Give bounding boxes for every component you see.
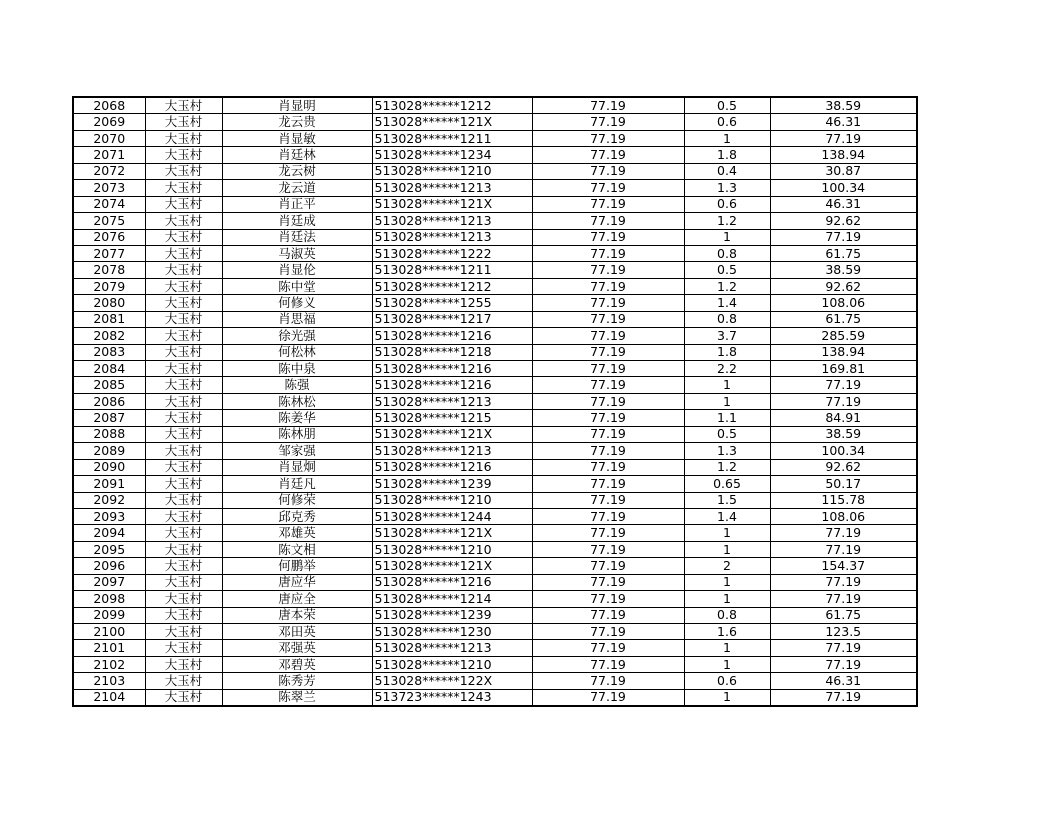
quantity-cell: 1 — [684, 130, 770, 146]
row-number-cell: 2070 — [73, 130, 145, 146]
village-cell: 大玉村 — [145, 525, 222, 541]
village-cell: 大玉村 — [145, 245, 222, 261]
amount-cell: 84.91 — [770, 410, 917, 426]
village-cell: 大玉村 — [145, 689, 222, 706]
village-cell: 大玉村 — [145, 492, 222, 508]
row-number-cell: 2086 — [73, 393, 145, 409]
unit-price-cell: 77.19 — [532, 245, 684, 261]
village-cell: 大玉村 — [145, 476, 222, 492]
id-number-cell: 513028******1210 — [372, 656, 532, 672]
id-number-cell: 513028******1230 — [372, 624, 532, 640]
table-row — [73, 525, 917, 541]
table-body — [73, 97, 917, 706]
name-cell: 陈林松 — [222, 393, 372, 409]
name-cell: 龙云道 — [222, 180, 372, 196]
unit-price-cell: 77.19 — [532, 114, 684, 130]
id-number-cell: 513028******1216 — [372, 328, 532, 344]
amount-cell: 77.19 — [770, 689, 917, 706]
id-number-cell: 513028******1213 — [372, 443, 532, 459]
row-number-cell: 2098 — [73, 591, 145, 607]
table-row — [73, 607, 917, 623]
name-cell: 肖正平 — [222, 196, 372, 212]
unit-price-cell: 77.19 — [532, 689, 684, 706]
name-cell: 邓强英 — [222, 640, 372, 656]
row-number-cell: 2087 — [73, 410, 145, 426]
name-cell: 马淑英 — [222, 245, 372, 261]
village-cell: 大玉村 — [145, 361, 222, 377]
amount-cell: 61.75 — [770, 607, 917, 623]
amount-cell: 92.62 — [770, 213, 917, 229]
village-cell: 大玉村 — [145, 97, 222, 114]
unit-price-cell: 77.19 — [532, 377, 684, 393]
table-row — [73, 624, 917, 640]
table-row — [73, 377, 917, 393]
amount-cell: 38.59 — [770, 426, 917, 442]
name-cell: 唐应华 — [222, 574, 372, 590]
row-number-cell: 2089 — [73, 443, 145, 459]
table-row — [73, 591, 917, 607]
table-row — [73, 180, 917, 196]
row-number-cell: 2104 — [73, 689, 145, 706]
quantity-cell: 1 — [684, 689, 770, 706]
unit-price-cell: 77.19 — [532, 163, 684, 179]
village-cell: 大玉村 — [145, 541, 222, 557]
table-row — [73, 147, 917, 163]
amount-cell: 154.37 — [770, 558, 917, 574]
table-row — [73, 393, 917, 409]
quantity-cell: 1.8 — [684, 344, 770, 360]
id-number-cell: 513028******1216 — [372, 459, 532, 475]
row-number-cell: 2099 — [73, 607, 145, 623]
row-number-cell: 2091 — [73, 476, 145, 492]
unit-price-cell: 77.19 — [532, 229, 684, 245]
id-number-cell: 513028******121X — [372, 114, 532, 130]
quantity-cell: 0.65 — [684, 476, 770, 492]
unit-price-cell: 77.19 — [532, 656, 684, 672]
id-number-cell: 513028******1211 — [372, 130, 532, 146]
village-cell: 大玉村 — [145, 508, 222, 524]
quantity-cell: 1 — [684, 574, 770, 590]
table-row — [73, 245, 917, 261]
table-row — [73, 476, 917, 492]
quantity-cell: 1.2 — [684, 213, 770, 229]
table-row — [73, 558, 917, 574]
village-cell: 大玉村 — [145, 459, 222, 475]
quantity-cell: 1 — [684, 525, 770, 541]
village-cell: 大玉村 — [145, 278, 222, 294]
row-number-cell: 2096 — [73, 558, 145, 574]
quantity-cell: 2 — [684, 558, 770, 574]
id-number-cell: 513723******1243 — [372, 689, 532, 706]
village-cell: 大玉村 — [145, 443, 222, 459]
row-number-cell: 2097 — [73, 574, 145, 590]
village-cell: 大玉村 — [145, 574, 222, 590]
table-row — [73, 97, 917, 114]
name-cell: 肖廷林 — [222, 147, 372, 163]
amount-cell: 169.81 — [770, 361, 917, 377]
village-cell: 大玉村 — [145, 377, 222, 393]
amount-cell: 108.06 — [770, 295, 917, 311]
quantity-cell: 0.5 — [684, 97, 770, 114]
unit-price-cell: 77.19 — [532, 607, 684, 623]
unit-price-cell: 77.19 — [532, 262, 684, 278]
village-cell: 大玉村 — [145, 114, 222, 130]
id-number-cell: 513028******1215 — [372, 410, 532, 426]
row-number-cell: 2071 — [73, 147, 145, 163]
row-number-cell: 2103 — [73, 673, 145, 689]
quantity-cell: 1 — [684, 541, 770, 557]
row-number-cell: 2083 — [73, 344, 145, 360]
row-number-cell: 2085 — [73, 377, 145, 393]
id-number-cell: 513028******1218 — [372, 344, 532, 360]
unit-price-cell: 77.19 — [532, 508, 684, 524]
quantity-cell: 1 — [684, 393, 770, 409]
amount-cell: 38.59 — [770, 262, 917, 278]
amount-cell: 77.19 — [770, 640, 917, 656]
row-number-cell: 2093 — [73, 508, 145, 524]
row-number-cell: 2080 — [73, 295, 145, 311]
table-row — [73, 541, 917, 557]
quantity-cell: 0.5 — [684, 426, 770, 442]
quantity-cell: 1.2 — [684, 459, 770, 475]
table-row — [73, 196, 917, 212]
amount-cell: 77.19 — [770, 656, 917, 672]
quantity-cell: 1.6 — [684, 624, 770, 640]
village-cell: 大玉村 — [145, 213, 222, 229]
amount-cell: 61.75 — [770, 245, 917, 261]
row-number-cell: 2081 — [73, 311, 145, 327]
id-number-cell: 513028******1255 — [372, 295, 532, 311]
table-row — [73, 640, 917, 656]
name-cell: 肖廷法 — [222, 229, 372, 245]
row-number-cell: 2072 — [73, 163, 145, 179]
name-cell: 肖廷凡 — [222, 476, 372, 492]
unit-price-cell: 77.19 — [532, 328, 684, 344]
data-table — [72, 96, 918, 707]
id-number-cell: 513028******1213 — [372, 213, 532, 229]
quantity-cell: 0.5 — [684, 262, 770, 278]
amount-cell: 138.94 — [770, 147, 917, 163]
unit-price-cell: 77.19 — [532, 541, 684, 557]
quantity-cell: 0.4 — [684, 163, 770, 179]
name-cell: 陈翠兰 — [222, 689, 372, 706]
row-number-cell: 2102 — [73, 656, 145, 672]
name-cell: 肖思福 — [222, 311, 372, 327]
table-row — [73, 673, 917, 689]
unit-price-cell: 77.19 — [532, 640, 684, 656]
amount-cell: 77.19 — [770, 229, 917, 245]
id-number-cell: 513028******1211 — [372, 262, 532, 278]
name-cell: 肖廷成 — [222, 213, 372, 229]
row-number-cell: 2076 — [73, 229, 145, 245]
amount-cell: 61.75 — [770, 311, 917, 327]
table-row — [73, 229, 917, 245]
id-number-cell: 513028******1213 — [372, 393, 532, 409]
table-row — [73, 213, 917, 229]
id-number-cell: 513028******121X — [372, 426, 532, 442]
name-cell: 邱克秀 — [222, 508, 372, 524]
name-cell: 陈林朋 — [222, 426, 372, 442]
name-cell: 陈姜华 — [222, 410, 372, 426]
unit-price-cell: 77.19 — [532, 558, 684, 574]
table-row — [73, 492, 917, 508]
quantity-cell: 1.4 — [684, 508, 770, 524]
name-cell: 唐本荣 — [222, 607, 372, 623]
village-cell: 大玉村 — [145, 393, 222, 409]
quantity-cell: 1 — [684, 656, 770, 672]
amount-cell: 285.59 — [770, 328, 917, 344]
table-row — [73, 508, 917, 524]
name-cell: 徐光强 — [222, 328, 372, 344]
unit-price-cell: 77.19 — [532, 147, 684, 163]
row-number-cell: 2079 — [73, 278, 145, 294]
village-cell: 大玉村 — [145, 147, 222, 163]
table-row — [73, 311, 917, 327]
table-row — [73, 278, 917, 294]
quantity-cell: 0.8 — [684, 311, 770, 327]
unit-price-cell: 77.19 — [532, 196, 684, 212]
amount-cell: 108.06 — [770, 508, 917, 524]
amount-cell: 123.5 — [770, 624, 917, 640]
quantity-cell: 0.8 — [684, 245, 770, 261]
id-number-cell: 513028******121X — [372, 558, 532, 574]
unit-price-cell: 77.19 — [532, 624, 684, 640]
table-row — [73, 689, 917, 706]
village-cell: 大玉村 — [145, 344, 222, 360]
id-number-cell: 513028******1213 — [372, 229, 532, 245]
row-number-cell: 2074 — [73, 196, 145, 212]
id-number-cell: 513028******1216 — [372, 361, 532, 377]
id-number-cell: 513028******1234 — [372, 147, 532, 163]
row-number-cell: 2090 — [73, 459, 145, 475]
quantity-cell: 1 — [684, 640, 770, 656]
id-number-cell: 513028******1222 — [372, 245, 532, 261]
unit-price-cell: 77.19 — [532, 525, 684, 541]
unit-price-cell: 77.19 — [532, 278, 684, 294]
amount-cell: 77.19 — [770, 574, 917, 590]
row-number-cell: 2088 — [73, 426, 145, 442]
village-cell: 大玉村 — [145, 229, 222, 245]
row-number-cell: 2095 — [73, 541, 145, 557]
village-cell: 大玉村 — [145, 673, 222, 689]
village-cell: 大玉村 — [145, 656, 222, 672]
village-cell: 大玉村 — [145, 196, 222, 212]
village-cell: 大玉村 — [145, 426, 222, 442]
unit-price-cell: 77.19 — [532, 574, 684, 590]
table-row — [73, 656, 917, 672]
name-cell: 肖显伦 — [222, 262, 372, 278]
id-number-cell: 513028******1210 — [372, 492, 532, 508]
row-number-cell: 2094 — [73, 525, 145, 541]
table-row — [73, 426, 917, 442]
amount-cell: 77.19 — [770, 377, 917, 393]
village-cell: 大玉村 — [145, 262, 222, 278]
table-row — [73, 163, 917, 179]
id-number-cell: 513028******121X — [372, 196, 532, 212]
village-cell: 大玉村 — [145, 640, 222, 656]
table-row — [73, 130, 917, 146]
row-number-cell: 2101 — [73, 640, 145, 656]
name-cell: 何修荣 — [222, 492, 372, 508]
table-row — [73, 459, 917, 475]
table-row — [73, 410, 917, 426]
name-cell: 陈中泉 — [222, 361, 372, 377]
id-number-cell: 513028******1216 — [372, 574, 532, 590]
name-cell: 陈中堂 — [222, 278, 372, 294]
name-cell: 邓田英 — [222, 624, 372, 640]
name-cell: 邓雄英 — [222, 525, 372, 541]
id-number-cell: 513028******1239 — [372, 476, 532, 492]
name-cell: 龙云树 — [222, 163, 372, 179]
amount-cell: 77.19 — [770, 541, 917, 557]
quantity-cell: 1.8 — [684, 147, 770, 163]
quantity-cell: 1 — [684, 229, 770, 245]
row-number-cell: 2075 — [73, 213, 145, 229]
quantity-cell: 1.2 — [684, 278, 770, 294]
village-cell: 大玉村 — [145, 624, 222, 640]
unit-price-cell: 77.19 — [532, 213, 684, 229]
village-cell: 大玉村 — [145, 130, 222, 146]
name-cell: 肖显炯 — [222, 459, 372, 475]
name-cell: 陈强 — [222, 377, 372, 393]
row-number-cell: 2073 — [73, 180, 145, 196]
quantity-cell: 0.6 — [684, 673, 770, 689]
id-number-cell: 513028******1212 — [372, 278, 532, 294]
unit-price-cell: 77.19 — [532, 476, 684, 492]
name-cell: 肖显明 — [222, 97, 372, 114]
unit-price-cell: 77.19 — [532, 97, 684, 114]
unit-price-cell: 77.19 — [532, 180, 684, 196]
row-number-cell: 2069 — [73, 114, 145, 130]
id-number-cell: 513028******1213 — [372, 640, 532, 656]
id-number-cell: 513028******1213 — [372, 180, 532, 196]
id-number-cell: 513028******1210 — [372, 163, 532, 179]
id-number-cell: 513028******1217 — [372, 311, 532, 327]
village-cell: 大玉村 — [145, 180, 222, 196]
unit-price-cell: 77.19 — [532, 393, 684, 409]
unit-price-cell: 77.19 — [532, 591, 684, 607]
row-number-cell: 2100 — [73, 624, 145, 640]
unit-price-cell: 77.19 — [532, 459, 684, 475]
row-number-cell: 2092 — [73, 492, 145, 508]
amount-cell: 115.78 — [770, 492, 917, 508]
village-cell: 大玉村 — [145, 558, 222, 574]
amount-cell: 138.94 — [770, 344, 917, 360]
name-cell: 何鹏举 — [222, 558, 372, 574]
table-row — [73, 328, 917, 344]
village-cell: 大玉村 — [145, 295, 222, 311]
amount-cell: 77.19 — [770, 525, 917, 541]
name-cell: 陈文相 — [222, 541, 372, 557]
name-cell: 何修义 — [222, 295, 372, 311]
amount-cell: 100.34 — [770, 443, 917, 459]
village-cell: 大玉村 — [145, 328, 222, 344]
id-number-cell: 513028******1216 — [372, 377, 532, 393]
quantity-cell: 0.8 — [684, 607, 770, 623]
village-cell: 大玉村 — [145, 591, 222, 607]
amount-cell: 77.19 — [770, 591, 917, 607]
amount-cell: 30.87 — [770, 163, 917, 179]
quantity-cell: 1.3 — [684, 443, 770, 459]
quantity-cell: 0.6 — [684, 114, 770, 130]
row-number-cell: 2084 — [73, 361, 145, 377]
unit-price-cell: 77.19 — [532, 426, 684, 442]
unit-price-cell: 77.19 — [532, 295, 684, 311]
amount-cell: 77.19 — [770, 393, 917, 409]
name-cell: 肖显敏 — [222, 130, 372, 146]
unit-price-cell: 77.19 — [532, 492, 684, 508]
amount-cell: 92.62 — [770, 459, 917, 475]
quantity-cell: 1.5 — [684, 492, 770, 508]
quantity-cell: 3.7 — [684, 328, 770, 344]
table-row — [73, 262, 917, 278]
unit-price-cell: 77.19 — [532, 443, 684, 459]
table-row — [73, 574, 917, 590]
amount-cell: 46.31 — [770, 673, 917, 689]
id-number-cell: 513028******122X — [372, 673, 532, 689]
id-number-cell: 513028******1214 — [372, 591, 532, 607]
name-cell: 邓碧英 — [222, 656, 372, 672]
name-cell: 唐应全 — [222, 591, 372, 607]
amount-cell: 100.34 — [770, 180, 917, 196]
quantity-cell: 1.3 — [684, 180, 770, 196]
unit-price-cell: 77.19 — [532, 344, 684, 360]
id-number-cell: 513028******121X — [372, 525, 532, 541]
name-cell: 龙云贵 — [222, 114, 372, 130]
village-cell: 大玉村 — [145, 607, 222, 623]
row-number-cell: 2068 — [73, 97, 145, 114]
name-cell: 陈秀芳 — [222, 673, 372, 689]
table-row — [73, 114, 917, 130]
quantity-cell: 1 — [684, 377, 770, 393]
amount-cell: 77.19 — [770, 130, 917, 146]
unit-price-cell: 77.19 — [532, 130, 684, 146]
unit-price-cell: 77.19 — [532, 361, 684, 377]
row-number-cell: 2078 — [73, 262, 145, 278]
quantity-cell: 1 — [684, 591, 770, 607]
id-number-cell: 513028******1244 — [372, 508, 532, 524]
quantity-cell: 1.1 — [684, 410, 770, 426]
quantity-cell: 1.4 — [684, 295, 770, 311]
village-cell: 大玉村 — [145, 163, 222, 179]
table-row — [73, 295, 917, 311]
amount-cell: 38.59 — [770, 97, 917, 114]
id-number-cell: 513028******1210 — [372, 541, 532, 557]
amount-cell: 92.62 — [770, 278, 917, 294]
table-row — [73, 361, 917, 377]
quantity-cell: 0.6 — [684, 196, 770, 212]
name-cell: 邹家强 — [222, 443, 372, 459]
village-cell: 大玉村 — [145, 410, 222, 426]
row-number-cell: 2082 — [73, 328, 145, 344]
table-row — [73, 443, 917, 459]
id-number-cell: 513028******1239 — [372, 607, 532, 623]
amount-cell: 50.17 — [770, 476, 917, 492]
amount-cell: 46.31 — [770, 114, 917, 130]
unit-price-cell: 77.19 — [532, 410, 684, 426]
unit-price-cell: 77.19 — [532, 673, 684, 689]
id-number-cell: 513028******1212 — [372, 97, 532, 114]
name-cell: 何松林 — [222, 344, 372, 360]
table-row — [73, 344, 917, 360]
unit-price-cell: 77.19 — [532, 311, 684, 327]
row-number-cell: 2077 — [73, 245, 145, 261]
amount-cell: 46.31 — [770, 196, 917, 212]
quantity-cell: 2.2 — [684, 361, 770, 377]
village-cell: 大玉村 — [145, 311, 222, 327]
